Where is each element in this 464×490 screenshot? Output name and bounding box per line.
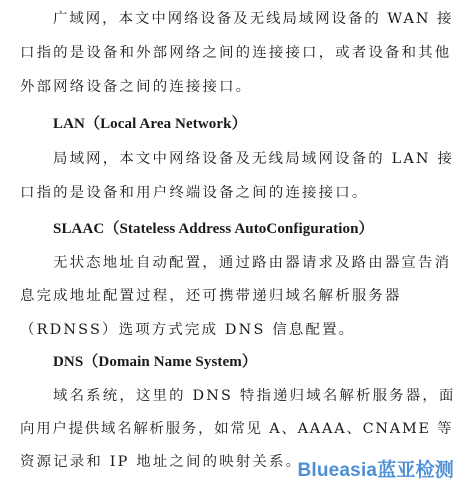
dns-definition-line-2: 向用户提供域名解析服务，如常见 A、AAAA、CNAME 等: [20, 421, 454, 437]
wan-definition-line-2: 口指的是设备和外部网络之间的连接接口，或者设备和其他: [20, 45, 452, 61]
slaac-term-heading: SLAAC（Stateless Address AutoConfiguration）: [53, 221, 374, 237]
lan-definition-line-2: 口指的是设备和用户终端设备之间的连接接口。: [20, 185, 369, 201]
slaac-definition-line-3: （RDNSS）选项方式完成 DNS 信息配置。: [20, 322, 356, 338]
dns-definition-line-3: 资源记录和 IP 地址之间的映射关系。: [20, 454, 303, 470]
dns-term-heading: DNS（Domain Name System）: [53, 354, 257, 370]
wan-definition-line-1: 广域网，本文中网络设备及无线局域网设备的 WAN 接: [53, 11, 454, 27]
lan-term-heading: LAN（Local Area Network）: [53, 116, 247, 132]
lan-definition-line-1: 局域网，本文中网络设备及无线局域网设备的 LAN 接: [53, 151, 455, 167]
blueasia-watermark-logo: Blueasia蓝亚检测: [297, 460, 454, 481]
slaac-definition-line-2: 息完成地址配置过程，还可携带递归域名解析服务器: [20, 288, 402, 304]
dns-definition-line-1: 域名系统，这里的 DNS 特指递归域名解析服务器，面: [53, 388, 456, 404]
slaac-definition-line-1: 无状态地址自动配置，通过路由器请求及路由器宣告消: [53, 255, 452, 271]
wan-definition-line-3: 外部网络设备之间的连接接口。: [20, 79, 253, 95]
